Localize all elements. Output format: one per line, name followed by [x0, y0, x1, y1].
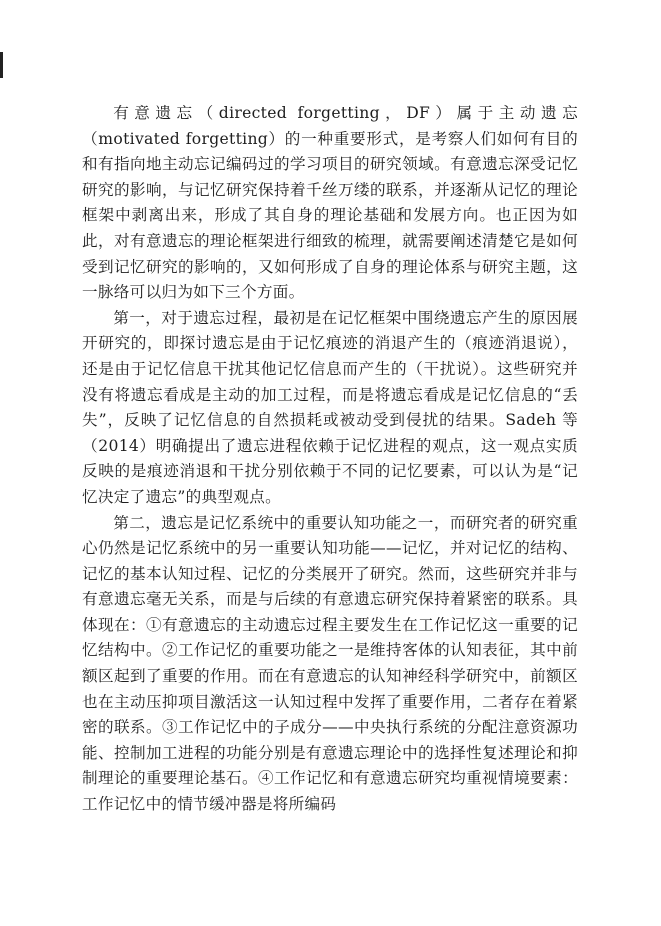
- paragraph-2: 第一，对于遗忘过程，最初是在记忆框架中围绕遗忘产生的原因展开研究的，即探讨遗忘是由于记忆痕迹的消退产生的（痕迹消退说），还是由于记忆信息干扰其他记忆信息而产生的（干扰说）。这些研究并没有将遗忘看成是主动的加工过程，而是将遗忘看成是记忆信息的“丢失”，反映了记忆信息的自然损耗或被动受到侵扰的结果。Sadeh 等（2014）明确提出了遗忘进程依赖于记忆进程的观点，这一观点实质反映的是痕迹消退和干扰分别依赖于不同的记忆要素，可以认为是“记忆决定了遗忘”的典型观点。: [82, 308, 578, 506]
- paragraph-3: 第二，遗忘是记忆系统中的重要认知功能之一，而研究者的研究重心仍然是记忆系统中的另一重要认知功能——记忆，并对记忆的结构、记忆的基本认知过程、记忆的分类展开了研究。然而，这些研究并非与有意遗忘毫无关系，而是与后续的有意遗忘研究保持着紧密的联系。具体现在：①有意遗忘的主动遗忘过程主要发生在工作记忆这一重要的记忆结构中。②工作记忆的重要功能之一是维持客体的认知表征，其中前额区起到了重要的作用。而在有意遗忘的认知神经科学研究中，前额区也在主动压抑项目激活这一认知过程中发挥了重要作用，二者存在着紧密的联系。③工作记忆中的子成分——中央执行系统的分配注意资源功能、控制加工进程的功能分别是有意遗忘理论中的选择性复述理论和抑制理论的重要理论基石。④工作记忆和有意遗忘研究均重视情境要素：工作记忆中的情节缓冲器是将所编码: [82, 513, 578, 814]
- paragraph-1: 有意遗忘（directed forgetting，DF）属于主动遗忘（motivated forgetting）的一种重要形式，是考察人们如何有目的和有指向地主动忘记编码过的学习项目的研究领域。有意遗忘深受记忆研究的影响，与记忆研究保持着千丝万缕的联系，并逐渐从记忆的理论框架中剥离出来，形成了其自身的理论基础和发展方向。也正因为如此，对有意遗忘的理论框架进行细致的梳理，就需要阐述清楚它是如何受到记忆研究的影响的，又如何形成了自身的理论体系与研究主题，这一脉络可以归为如下三个方面。: [82, 104, 578, 302]
- page-edge-mark: [0, 52, 3, 78]
- body-text: [82, 101, 578, 818]
